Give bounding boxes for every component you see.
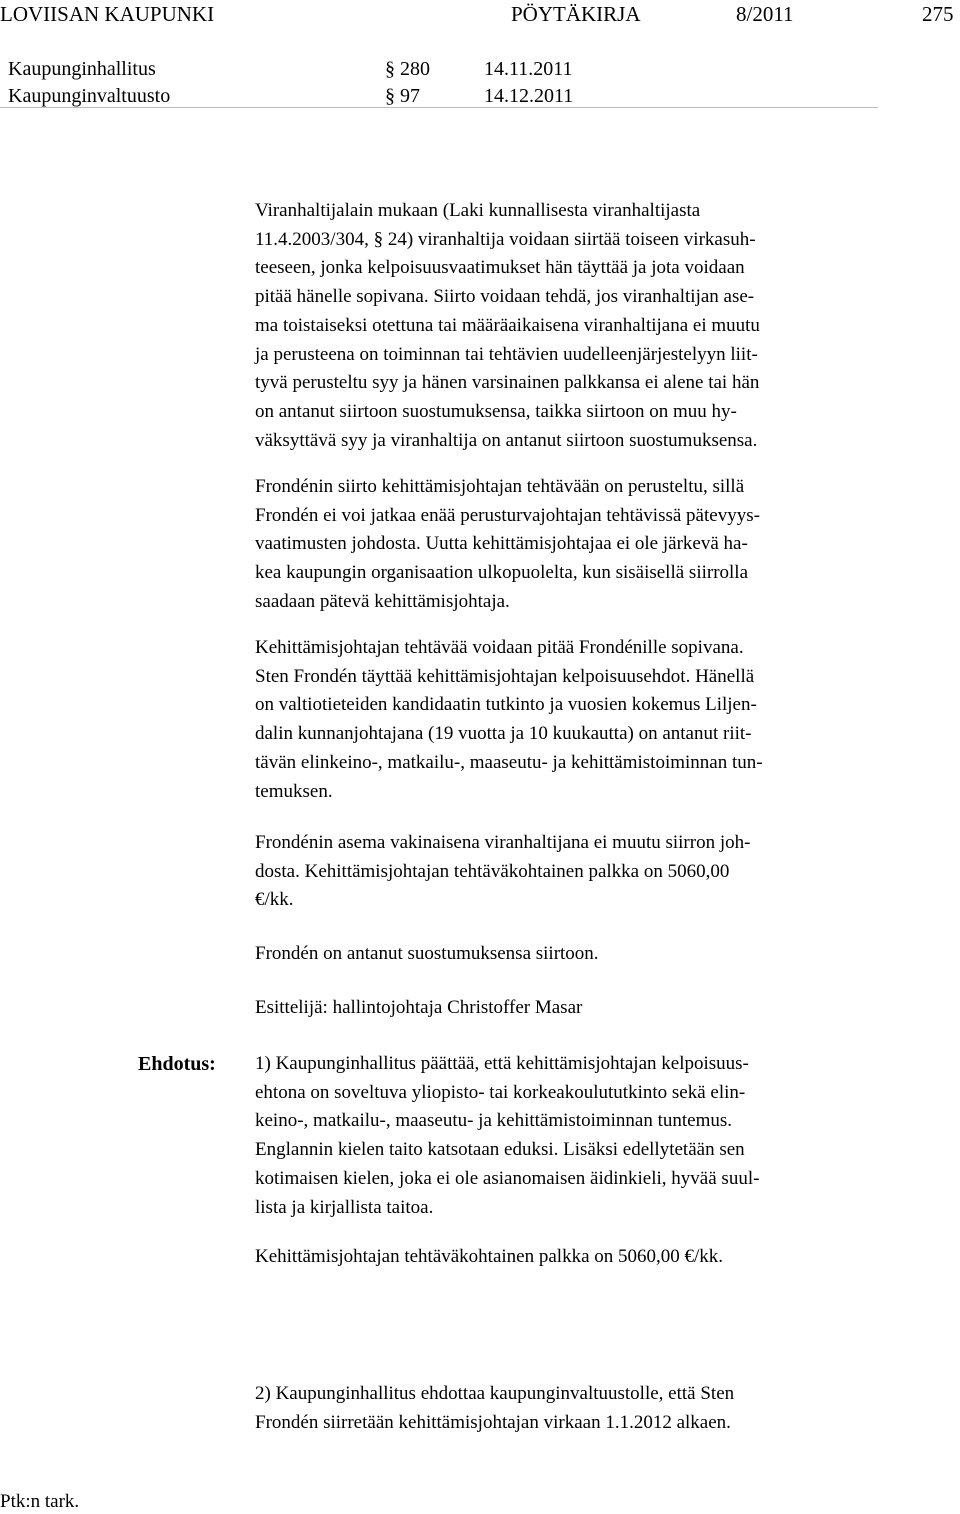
text-line: Esittelijä: hallintojohtaja Christoffer Masar (255, 997, 583, 1018)
text-line: 1) Kaupunginhallitus päättää, että kehittämisjohtajan kelpoisuus- (255, 1053, 749, 1074)
meeting-date: 14.11.2011 (484, 58, 573, 80)
text-line: väksyttävä syy ja viranhaltija on antanut siirtoon suostumuksensa. (255, 429, 758, 451)
issue-number: 8/2011 (736, 2, 794, 26)
text-line: on valtiotieteiden kandidaatin tutkinto ja vuosien kokemus Liljen- (255, 694, 757, 716)
text-line: 2) Kaupunginhallitus ehdottaa kaupunginvaltuustolle, että Sten (255, 1383, 735, 1404)
proposal-item-2 (255, 1380, 935, 1437)
proposal-item-1 (255, 1050, 935, 1222)
header-divider (0, 107, 878, 108)
text-line: €/kk. (255, 889, 294, 911)
text-line: kea kaupungin organisaation ulkopuolelta, kun sisäisellä siirrolla (255, 562, 749, 584)
text-line: keino-, matkailu-, maaseutu- ja kehittämistoiminnan tuntemus. (255, 1110, 733, 1132)
text-line: temuksen. (255, 780, 333, 802)
text-line: tävän elinkeino-, matkailu-, maaseutu- ja kehittämistoiminnan tun- (255, 751, 763, 773)
text-line: ja perusteena on toiminnan tai tehtävien uudelleenjärjestelyyn liit- (255, 343, 758, 365)
text-line: ma toistaiseksi otettuna tai määräaikaisena viranhaltijana ei muutu (255, 314, 760, 336)
text-line: Frondén on antanut suostumuksensa siirtoon. (255, 943, 599, 964)
text-line: dosta. Kehittämisjohtajan tehtäväkohtainen palkka on 5060,00 (255, 860, 730, 882)
text-line: vaatimusten johdosta. Uutta kehittämisjohtajaa ei ole järkevä ha- (255, 533, 748, 555)
text-line: Viranhaltijalain mukaan (Laki kunnallisesta viranhaltijasta (255, 200, 701, 221)
paragraph-justification (255, 473, 935, 617)
proposal-label: Ehdotus: (138, 1053, 216, 1075)
text-line: Kehittämisjohtajan tehtäväkohtainen palkka on 5060,00 €/kk. (255, 1246, 724, 1267)
presenter (255, 994, 935, 1023)
footer-reviewer-mark: Ptk:n tark. (0, 1491, 80, 1512)
text-line: dalin kunnanjohtajana (19 vuotta ja 10 kuukautta) on antanut riit- (255, 723, 752, 745)
text-line: tyvä perusteltu syy ja hänen varsinainen palkkansa ei alene tai hän (255, 372, 760, 394)
paragraph-consent (255, 940, 935, 969)
meeting-section: § 280 (385, 58, 430, 80)
meeting-date: 14.12.2011 (484, 85, 574, 107)
paragraph-salary-status (255, 829, 935, 915)
text-line: pitää hänelle sopivana. Siirto voidaan tehdä, jos viranhaltijan ase- (255, 286, 755, 308)
page-number: 275 (922, 2, 954, 26)
text-line: Frondén ei voi jatkaa enää perusturvajohtajan tehtävissä pätevyys- (255, 504, 760, 526)
org-name: LOVIISAN KAUPUNKI (0, 2, 215, 26)
text-line: Frondénin siirto kehittämisjohtajan tehtävään on perusteltu, sillä (255, 476, 745, 497)
text-line: 11.4.2003/304, § 24) viranhaltija voidaan siirtää toiseen virkasuh- (255, 228, 756, 250)
text-line: teeseen, jonka kelpoisuusvaatimukset hän täyttää ja jota voidaan (255, 257, 745, 279)
text-line: Frondén siirretään kehittämisjohtajan virkaan 1.1.2012 alkaen. (255, 1411, 731, 1433)
text-line: Sten Frondén täyttää kehittämisjohtajan kelpoisuusehdot. Hänellä (255, 665, 755, 687)
text-line: Englannin kielen taito katsotaan eduksi. Lisäksi edellytetään sen (255, 1139, 745, 1161)
paragraph-legal-basis (255, 197, 935, 455)
text-line: Kehittämisjohtajan tehtävää voidaan pitää Frondénille sopivana. (255, 637, 744, 658)
text-line: on antanut siirtoon suostumuksensa, taikka siirtoon on muu hy- (255, 400, 737, 422)
text-line: ehtona on soveltuva yliopisto- tai korkeakoulututkinto sekä elin- (255, 1081, 746, 1103)
meeting-body: Kaupunginvaltuusto (8, 85, 171, 107)
text-line: kotimaisen kielen, joka ei ole asianomaisen äidinkieli, hyvää suul- (255, 1167, 760, 1189)
text-line: lista ja kirjallista taitoa. (255, 1196, 434, 1218)
text-line: saadaan pätevä kehittämisjohtaja. (255, 590, 510, 612)
document-type: PÖYTÄKIRJA (511, 2, 641, 26)
meeting-body: Kaupunginhallitus (8, 58, 156, 80)
meeting-section: § 97 (385, 85, 420, 107)
text-line: Frondénin asema vakinaisena viranhaltijana ei muutu siirron joh- (255, 832, 751, 853)
paragraph-qualifications (255, 634, 935, 806)
salary-statement (255, 1243, 935, 1272)
